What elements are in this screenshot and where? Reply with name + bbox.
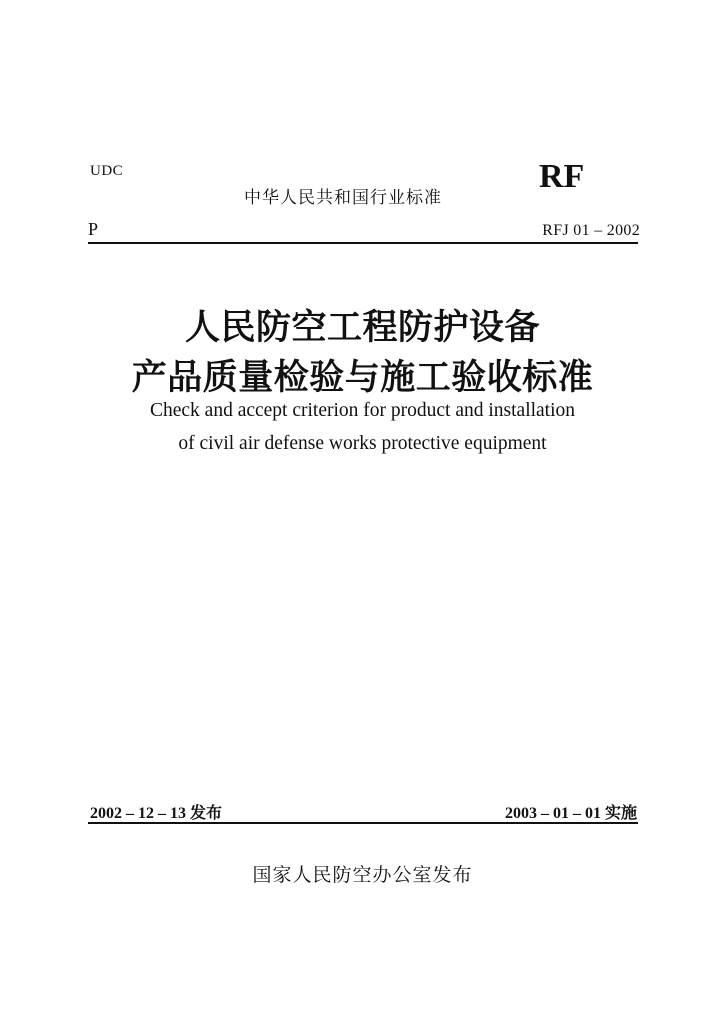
udc-label: UDC — [90, 163, 124, 179]
title-chinese-line-1: 人民防空工程防护设备 — [184, 307, 540, 348]
standard-category-title: 中华人民共和国行业标准 — [244, 188, 442, 208]
implementation-date: 2003 – 01 – 01 实施 — [504, 805, 637, 822]
classification-label: P — [88, 219, 99, 239]
footer-rule — [88, 822, 638, 824]
code-mark: RF — [539, 158, 585, 195]
publisher: 国家人民防空办公室发布 — [252, 864, 473, 886]
title-english-line-2: of civil air defense works protective equipment — [178, 433, 547, 454]
title-english-line-1: Check and accept criterion for product and installation — [149, 400, 576, 421]
issue-date: 2002 – 12 – 13 发布 — [90, 805, 223, 822]
header-rule — [88, 242, 638, 244]
title-chinese-line-2: 产品质量检验与施工验收标准 — [131, 357, 594, 398]
standard-number: RFJ 01 – 2002 — [542, 222, 640, 239]
